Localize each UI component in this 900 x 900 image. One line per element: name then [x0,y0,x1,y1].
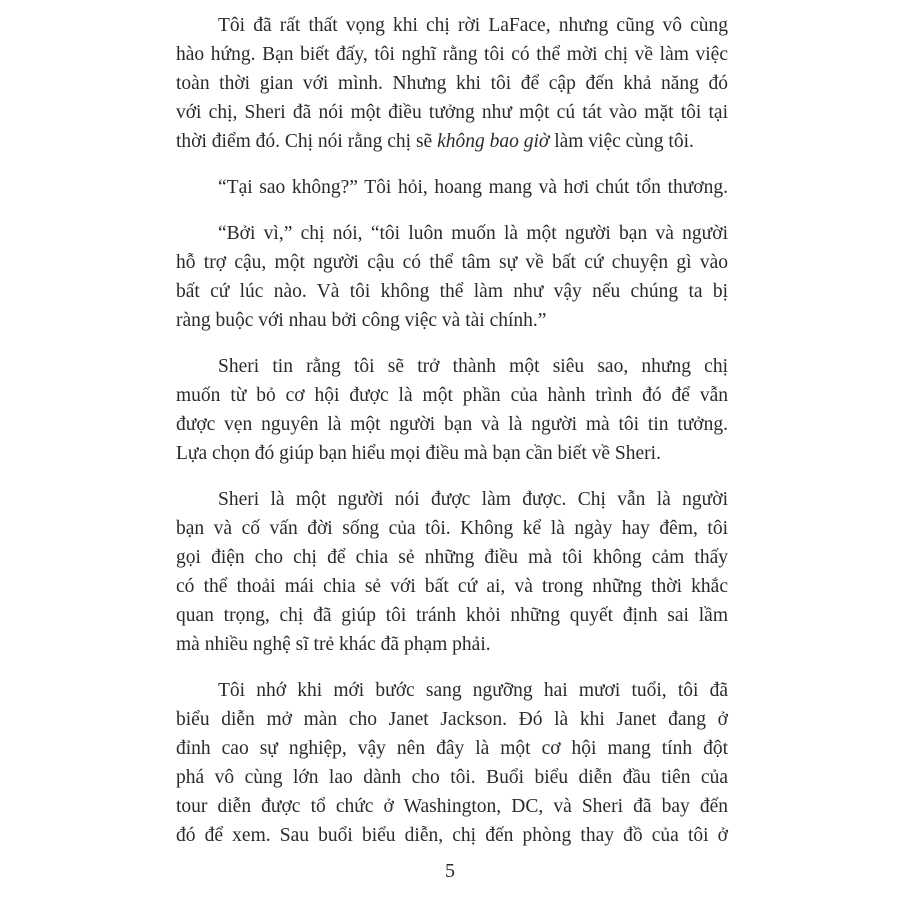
text-line: phá vô cùng lớn lao dành cho tôi. Buổi biểu diễn đầu tiên của [176,767,728,788]
text-line: đỉnh cao sự nghiệp, vậy nên đây là một cơ hội mang tính đột [176,738,728,759]
text-line: Tôi nhớ khi mới bước sang ngưỡng hai mươi tuổi, tôi đã [218,680,728,701]
text-line: hỗ trợ cậu, một người cậu có thể tâm sự về bất cứ chuyện gì vào [176,252,728,273]
paragraph [176,676,728,850]
text-line: “Bởi vì,” chị nói, “tôi luôn muốn là một người bạn và người [218,223,728,244]
text-line: “Tại sao không?” Tôi hỏi, hoang mang và hơi chút tổn thương. [218,177,728,198]
paragraph [176,11,728,156]
text-line [176,127,728,156]
text-line: bạn và cố vấn đời sống của tôi. Không kể là ngày hay đêm, tôi [176,518,728,539]
text-line: được vẹn nguyên là một người bạn và là người mà tôi tin tưởng. [176,414,728,435]
text-line: Tôi đã rất thất vọng khi chị rời LaFace, nhưng cũng vô cùng [218,15,728,36]
text-line: Sheri tin rằng tôi sẽ trở thành một siêu sao, nhưng chị [218,356,728,377]
paragraph [176,219,728,335]
text-line: Sheri là một người nói được làm được. Chị vẫn là người [218,489,728,510]
text-line: tour diễn được tổ chức ở Washington, DC, và Sheri đã bay đến [176,796,728,817]
text-line: ràng buộc với nhau bởi công việc và tài chính.” [176,310,547,331]
text-line: đó để xem. Sau buổi biểu diễn, chị đến phòng thay đồ của tôi ở [176,825,728,846]
text-segment: làm việc cùng tôi. [549,131,694,152]
text-line: Lựa chọn đó giúp bạn hiểu mọi điều mà bạn cần biết về Sheri. [176,443,661,464]
paragraph [176,485,728,659]
text-line: toàn thời gian với mình. Nhưng khi tôi để cập đến khả năng đó [176,73,728,94]
text-line: hào hứng. Bạn biết đấy, tôi nghĩ rằng tôi có thể mời chị về làm việc [176,44,728,65]
text-line: quan trọng, chị đã giúp tôi tránh khỏi những quyết định sai lầm [176,605,728,626]
text-line: gọi điện cho chị để chia sẻ những điều mà tôi không cảm thấy [176,547,728,568]
text-segment: thời điểm đó. Chị nói rằng chị sẽ [176,131,438,152]
book-page-text [176,11,728,867]
page-number: 5 [445,860,455,882]
text-line: với chị, Sheri đã nói một điều tưởng như một cú tát vào mặt tôi tại [176,102,728,123]
paragraph [176,173,728,202]
text-line: có thể thoải mái chia sẻ với bất cứ ai, và trong những thời khắc [176,576,728,597]
text-line: bất cứ lúc nào. Và tôi không thể làm như vậy nếu chúng ta bị [176,281,728,302]
text-line: biểu diễn mở màn cho Janet Jackson. Đó là khi Janet đang ở [176,709,728,730]
paragraph [176,352,728,468]
text-line: mà nhiều nghệ sĩ trẻ khác đã phạm phải. [176,634,491,655]
italic-emphasis: không bao giờ [437,131,550,152]
text-line: muốn từ bỏ cơ hội được là một phần của hành trình đó để vẫn [176,385,728,406]
